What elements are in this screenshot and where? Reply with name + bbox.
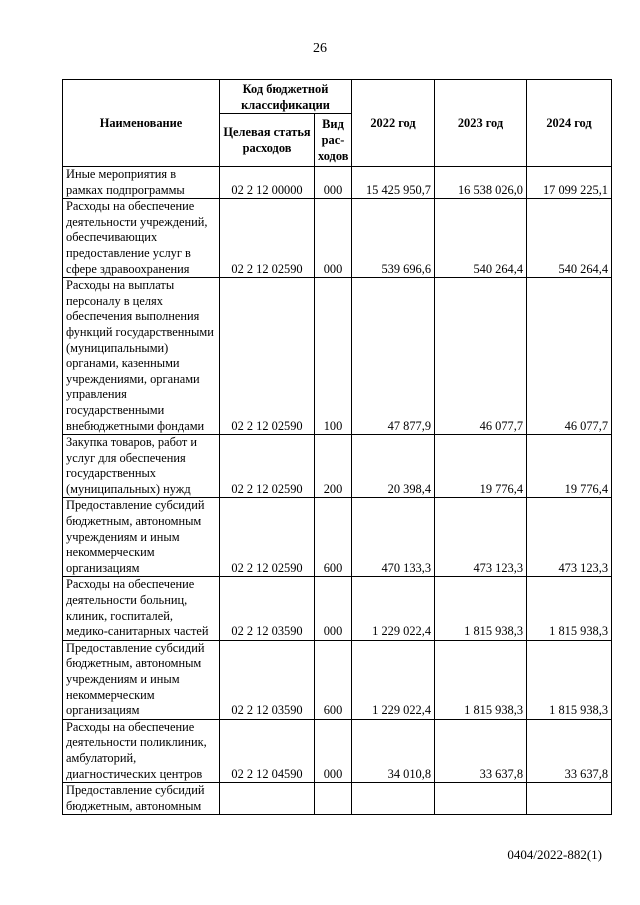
table-row [63, 278, 612, 435]
row-value-2024: 46 077,7 [527, 278, 612, 435]
row-value-2023: 16 538 026,0 [435, 167, 527, 199]
table-row [63, 783, 612, 815]
header-2023: 2023 год [435, 80, 527, 167]
row-value-2022 [352, 783, 435, 815]
row-value-2024: 1 815 938,3 [527, 640, 612, 719]
header-expense-type: Вид рас-ходов [315, 114, 352, 167]
row-expense-type: 600 [315, 498, 352, 577]
row-target-article: 02 2 12 03590 [220, 640, 315, 719]
row-name: Расходы на выплаты персоналу в целях обеспечения выполнения функций государственными (муниципальными) органами, казенными учреждениями, органами управления государственными внебюджетными фондами [63, 278, 220, 435]
row-value-2022: 15 425 950,7 [352, 167, 435, 199]
table-row [63, 577, 612, 640]
row-name: Предоставление субсидий бюджетным, автономным учреждениям и иным некоммерческим организациям [63, 640, 220, 719]
row-target-article: 02 2 12 02590 [220, 435, 315, 498]
row-value-2022: 47 877,9 [352, 278, 435, 435]
row-name: Предоставление субсидий бюджетным, автономным учреждениям и иным некоммерческим организациям [63, 498, 220, 577]
row-value-2023: 473 123,3 [435, 498, 527, 577]
row-value-2023: 46 077,7 [435, 278, 527, 435]
row-value-2022: 20 398,4 [352, 435, 435, 498]
row-value-2023: 19 776,4 [435, 435, 527, 498]
page-number: 26 [313, 41, 327, 56]
row-value-2024: 473 123,3 [527, 498, 612, 577]
table-row [63, 640, 612, 719]
row-name: Расходы на обеспечение деятельности поликлиник, амбулаторий, диагностических центров [63, 719, 220, 782]
row-value-2024: 17 099 225,1 [527, 167, 612, 199]
row-value-2024 [527, 783, 612, 815]
document-code: 0404/2022-882(1) [507, 847, 602, 862]
table-row [63, 498, 612, 577]
table-row [63, 719, 612, 782]
header-target-article: Целевая статья расходов [220, 114, 315, 167]
header-name: Наименование [63, 80, 220, 167]
row-expense-type: 100 [315, 278, 352, 435]
row-expense-type: 000 [315, 577, 352, 640]
row-value-2024: 19 776,4 [527, 435, 612, 498]
row-value-2023: 1 815 938,3 [435, 577, 527, 640]
row-expense-type: 600 [315, 640, 352, 719]
row-target-article [220, 783, 315, 815]
budget-table [62, 79, 612, 815]
row-value-2024: 33 637,8 [527, 719, 612, 782]
row-target-article: 02 2 12 03590 [220, 577, 315, 640]
row-value-2023: 33 637,8 [435, 719, 527, 782]
header-2024: 2024 год [527, 80, 612, 167]
row-value-2022: 34 010,8 [352, 719, 435, 782]
row-value-2022: 1 229 022,4 [352, 640, 435, 719]
header-2022: 2022 год [352, 80, 435, 167]
row-name: Закупка товаров, работ и услуг для обеспечения государственных (муниципальных) нужд [63, 435, 220, 498]
row-target-article: 02 2 12 02590 [220, 498, 315, 577]
table-row [63, 167, 612, 199]
row-expense-type: 200 [315, 435, 352, 498]
row-name: Предоставление субсидий бюджетным, автономным [63, 783, 220, 815]
row-expense-type: 000 [315, 199, 352, 278]
table-row [63, 199, 612, 278]
row-value-2024: 1 815 938,3 [527, 577, 612, 640]
row-target-article: 02 2 12 04590 [220, 719, 315, 782]
table-row [63, 435, 612, 498]
row-name: Иные мероприятия в рамках подпрограммы [63, 167, 220, 199]
row-value-2022: 1 229 022,4 [352, 577, 435, 640]
row-expense-type: 000 [315, 719, 352, 782]
row-value-2023: 1 815 938,3 [435, 640, 527, 719]
row-expense-type: 000 [315, 167, 352, 199]
row-value-2023: 540 264,4 [435, 199, 527, 278]
row-expense-type [315, 783, 352, 815]
row-value-2024: 540 264,4 [527, 199, 612, 278]
row-name: Расходы на обеспечение деятельности больниц, клиник, госпиталей, медико-санитарных частей [63, 577, 220, 640]
row-value-2023 [435, 783, 527, 815]
row-name: Расходы на обеспечение деятельности учреждений, обеспечивающих предоставление услуг в сфере здравоохранения [63, 199, 220, 278]
row-target-article: 02 2 12 02590 [220, 278, 315, 435]
row-value-2022: 539 696,6 [352, 199, 435, 278]
row-target-article: 02 2 12 00000 [220, 167, 315, 199]
header-budget-code: Код бюджетной классификации [220, 80, 352, 114]
row-value-2022: 470 133,3 [352, 498, 435, 577]
row-target-article: 02 2 12 02590 [220, 199, 315, 278]
